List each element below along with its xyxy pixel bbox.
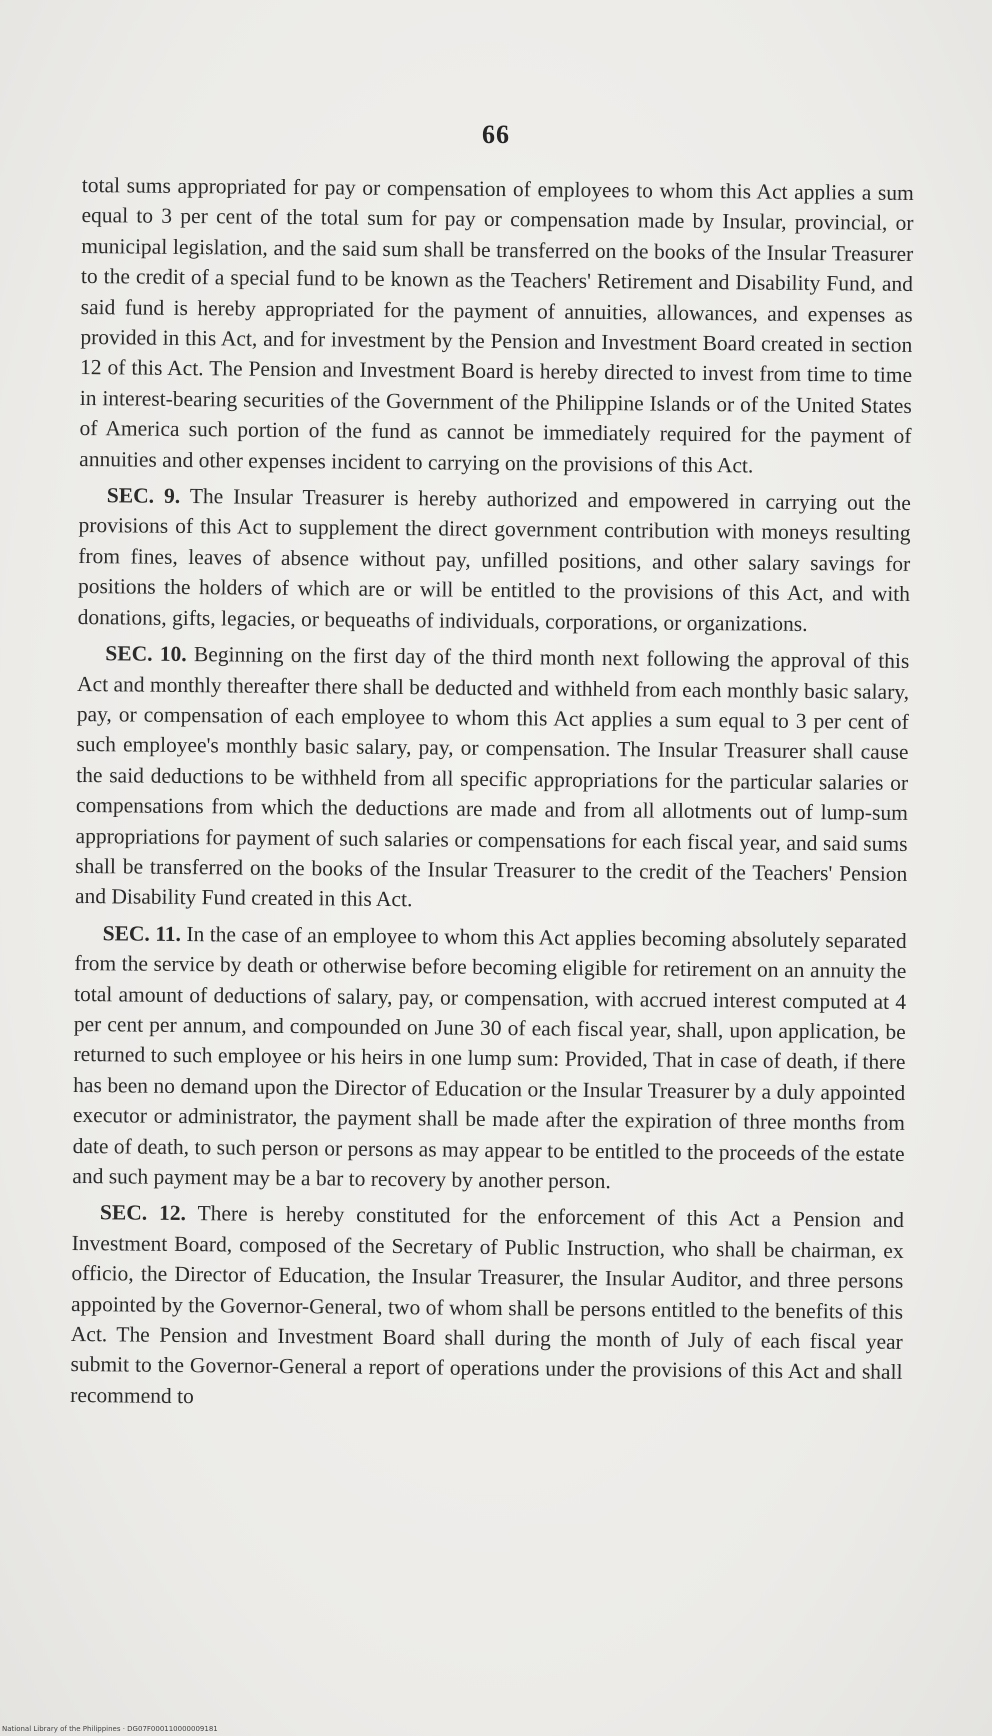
section-9: [78, 480, 911, 640]
section-10: [75, 638, 910, 920]
section-text: The Insular Treasurer is hereby authorized and empowered in carrying out the provisions of this Act to supplement the direct government contribution with moneys resulting from fines, leaves of absence without pay, unfilled positions, and other salary savings for positions the holders of which are or will be entitled to the provisions of this Act, and with donations, gifts, legacies, or bequeaths of individuals, corporations, or organizations.: [77, 484, 911, 636]
section-12: [70, 1197, 904, 1418]
section-text: In the case of an employee to whom this Act applies becoming absolutely separated from the service by death or otherwise before becoming eligible for retirement on an annuity the total amount of deductions of salary, pay, or compensation, with accrued interest computed at 4 per cent per annum, and compounded on June 30 of each fiscal year, shall, upon application, be returned to such employee or his heirs in one lump sum: Provided, That in case of death, if there has been no demand upon the Director of Education or the Insular Treasurer by a duly appointed executor or administrator, the payment shall be made after the expiration of three months from date of death, to such person or persons as may appear to be entitled to the proceeds of the estate and such payment may be a bar to recovery by another person.: [72, 921, 907, 1194]
section-heading: SEC. 11.: [102, 920, 182, 946]
paragraph-text: total sums appropriated for pay or compensation of employees to whom this Act applies a sum equal to 3 per cent of the total sum for pay or compensation made by Insular, provincial, or municipal legislation, and the said sum shall be transferred on the books of the Insular Treasurer to the credit of a special fund to be known as the Teachers' Retirement and Disability Fund, and said fund is hereby appropriated for the payment of annuities, allowances, and expenses as provided in this Act, and for investment by the Pension and Investment Board created in section 12 of this Act. The Pension and Investment Board is hereby directed to invest from time to time in interest-bearing securities of the Government of the Philippine Islands or of the United States of America such portion of the fund as cannot be immediately required for the payment of annuities and other expenses incident to carrying on the provisions of this Act.: [79, 172, 914, 478]
section-heading: SEC. 12.: [99, 1200, 187, 1226]
document-body: [70, 170, 914, 1424]
section-heading: SEC. 9.: [106, 483, 181, 509]
section-text: Beginning on the first day of the third month next following the approval of this Act and monthly thereafter there shall be deducted and withheld from each monthly basic salary, pay, or compensation of each employee to whom this Act applies a sum equal to 3 per cent of such employee's monthly basic salary, pay, or compensation. The Insular Treasurer shall cause the said deductions to be withheld from all specific appropriations for the particular salaries or compensations from which the deductions are made and from all allotments out of lump-sum appropriations for payment of such salaries or compensations for each fiscal year, and said sums shall be transferred on the books of the Insular Treasurer to the credit of the Teachers' Pension and Disability Fund created in this Act.: [74, 642, 910, 912]
section-11: [72, 918, 907, 1200]
section-heading: SEC. 10.: [105, 641, 187, 667]
paragraph-continuation: [79, 170, 914, 482]
section-text: There is hereby constituted for the enforcement of this Act a Pension and Investment Board, composed of the Secretary of Public Instruction, who shall be chairman, ex officio, the Director of Education, the Insular Treasurer, the Insular Auditor, and three persons appointed by the Governor-General, two of whom shall be persons entitled to the benefits of this Act. The Pension and Investment Board shall during the month of July of each fiscal year submit to the Governor-General a report of operations under the provisions of this Act and shall recommend to: [70, 1201, 905, 1408]
archive-footer: National Library of the Philippines · DG07F000110000009181: [2, 1725, 218, 1733]
page-number: 66: [482, 120, 510, 149]
